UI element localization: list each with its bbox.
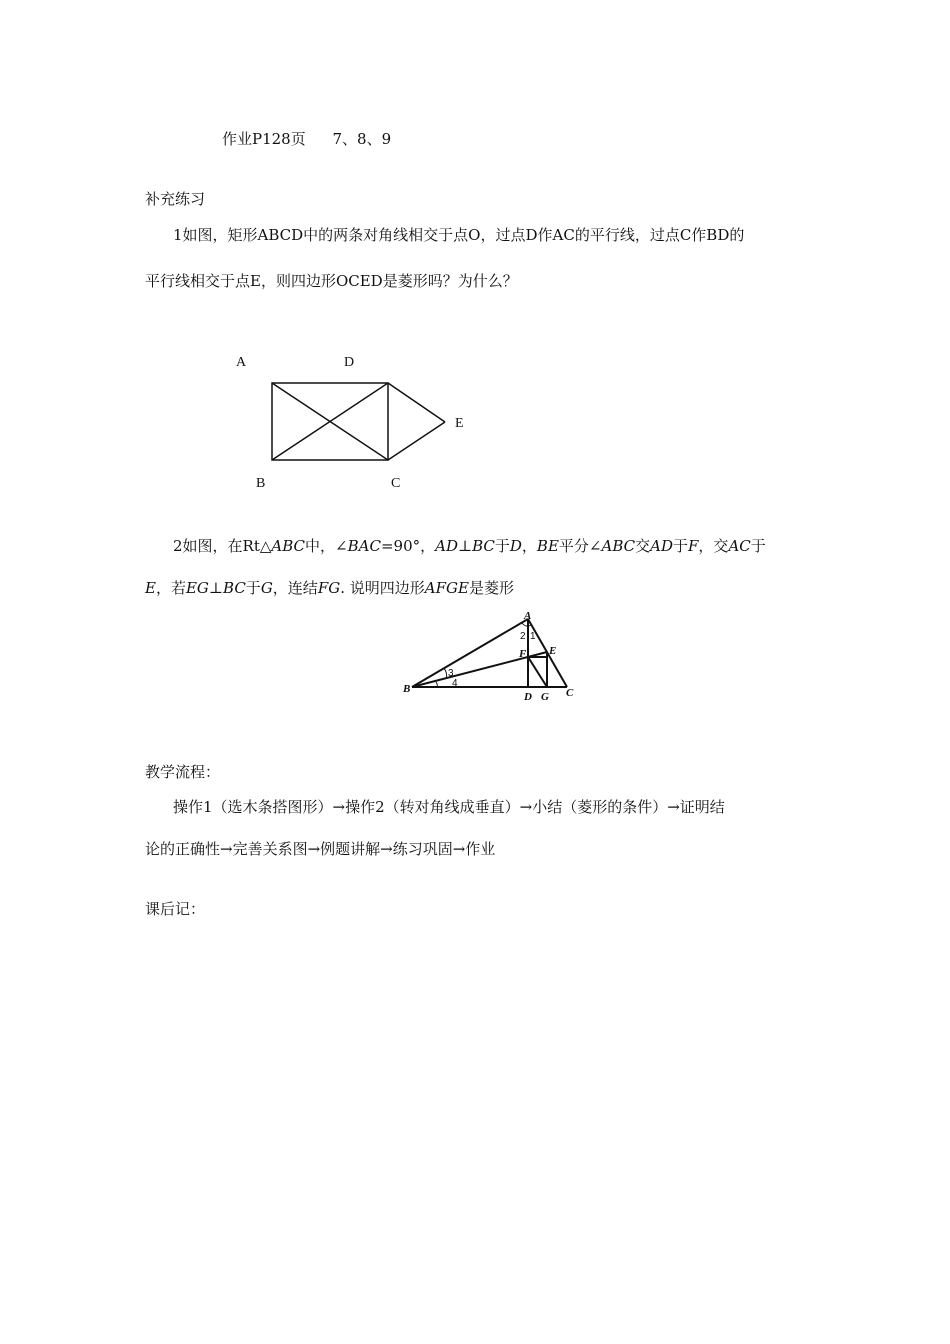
segment-ce (388, 422, 445, 460)
label-b: B (256, 476, 266, 491)
q2-text: 于 (750, 537, 766, 555)
q2-text: 平分∠ (558, 537, 602, 555)
label-a: A (236, 355, 247, 370)
label-g: G (541, 691, 549, 703)
q2-var: BC (223, 579, 246, 597)
q2-text: 于 (672, 537, 688, 555)
supplement-heading: 补充练习 (145, 190, 206, 208)
q2-text: 是菱形 (468, 579, 514, 597)
q2-text: ， (521, 537, 537, 555)
q2-line1 (173, 535, 766, 556)
q2-var: BE (536, 537, 559, 555)
q2-text: . 说明四边形 (340, 579, 425, 597)
q2-text: ⊥ (457, 537, 473, 555)
q2-var: BAC (347, 537, 381, 555)
q2-text: ，连结 (272, 579, 318, 597)
q2-var: AFGE (424, 579, 469, 597)
q2-var: BC (472, 537, 495, 555)
label-angle-4: 4 (452, 678, 458, 689)
flow-line2: 论的正确性→完善关系图→例题讲解→练习巩固→作业 (145, 840, 496, 858)
q2-var: AD (435, 537, 458, 555)
notes-heading: 课后记： (145, 900, 206, 918)
label-c: C (566, 687, 574, 699)
segment-fg (528, 657, 547, 687)
q2-var: AD (650, 537, 673, 555)
q2-text: 于 (494, 537, 510, 555)
label-e: E (455, 416, 464, 431)
q2-text: =90°， (380, 537, 436, 555)
q2-var: G (260, 579, 273, 597)
homework-items: 7、8、9 (332, 130, 392, 148)
q2-var: ABC (271, 537, 306, 555)
q2-var: D (509, 537, 522, 555)
bisector-be (412, 652, 547, 687)
label-d: D (524, 691, 532, 703)
q2-var: EG (185, 579, 209, 597)
q2-text: ，若 (155, 579, 186, 597)
rectangle-rhombus-diagram (225, 345, 475, 495)
q2-var: AC (728, 537, 751, 555)
side-ab (412, 619, 528, 687)
label-angle-2: 2 (520, 631, 526, 642)
flow-heading: 教学流程： (145, 763, 221, 781)
q2-text: ，交 (698, 537, 729, 555)
flow-line1: 操作1（选木条搭图形）→操作2（转对角线成垂直）→小结（菱形的条件）→证明结 (173, 798, 725, 816)
homework-label: 作业P128页 (222, 130, 306, 148)
label-f: F (519, 648, 527, 660)
q2-line2 (145, 577, 514, 598)
q2-text: ⊥ (208, 579, 224, 597)
q2-text: 中，∠ (305, 537, 348, 555)
q2-text: 交 (635, 537, 651, 555)
q2-text: 于 (245, 579, 261, 597)
q2-var: ABC (601, 537, 636, 555)
label-angle-3: 3 (448, 668, 454, 679)
q2-var: F (688, 537, 699, 555)
segment-de (388, 383, 445, 422)
homework-line (222, 128, 391, 149)
label-e: E (549, 645, 557, 657)
label-a: A (524, 610, 532, 622)
label-d: D (344, 355, 355, 370)
label-c: C (391, 476, 401, 491)
q2-text: 2如图，在Rt△ (173, 537, 272, 555)
q1-line2: 平行线相交于点E，则四边形OCED是菱形吗？为什么？ (145, 272, 518, 290)
label-b: B (403, 683, 411, 695)
label-angle-1: 1 (530, 631, 536, 642)
right-triangle-diagram (400, 608, 590, 708)
q2-var: E (145, 579, 156, 597)
q2-var: FG (317, 579, 341, 597)
q1-line1: 1如图，矩形ABCD中的两条对角线相交于点O，过点D作AC的平行线，过点C作BD的 (173, 226, 745, 244)
